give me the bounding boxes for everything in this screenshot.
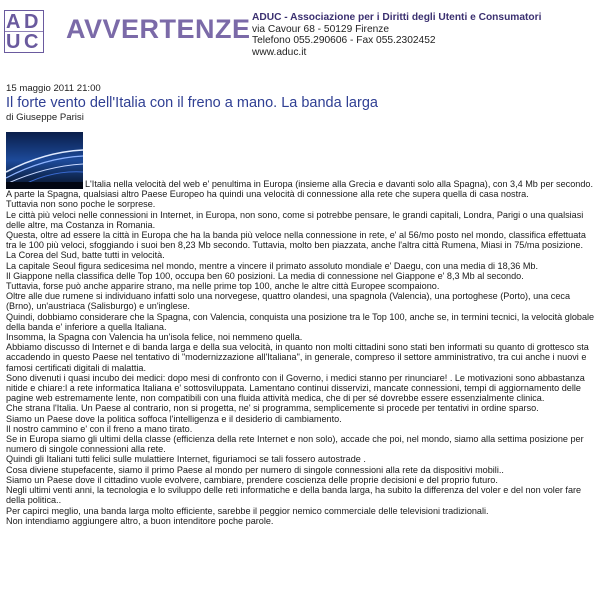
article-paragraph: La Corea del Sud, batte tutti in velocità. (6, 250, 165, 261)
article-paragraph: Insomma, la Spagna con Valencia ha un'isola felice, noi nemmeno quella. (6, 332, 303, 343)
logo-frame-icon (4, 10, 48, 54)
article-paragraph: Quindi gli Italiani tutti felici sulle mulattiere Internet, figuriamoci se tali fossero autostrade . (6, 454, 366, 465)
article-paragraph: L'Italia nella velocità del web e' penultima in Europa (insieme alla Grecia e davanti solo alla Spagna), con 3,4 Mb per secondo. (85, 179, 593, 189)
page-header (0, 0, 600, 72)
article-paragraph: Se in Europa siamo gli ultimi della classe (efficienza della rete Internet e non solo), accade che poi, nel mondo, siamo alla settima posizione per numero di singole connessioni alla rete. (6, 434, 584, 455)
association-name: ADUC - Associazione per i Diritti degli Utenti e Consumatori (252, 12, 542, 23)
logo-letter-u: U (6, 31, 21, 53)
article-paragraph: Oltre alle due rumene si individuano infatti solo una norvegese, quattro olandesi, una spagnola (Valencia), una portoghese (Porto), una ceca (Brno), un'austriaca (Salisburgo) e un'inglese. (6, 291, 570, 312)
logo-letter-d: D (24, 11, 39, 33)
logo-letter-a: A (6, 11, 21, 33)
article-paragraph: Quindi, dobbiamo considerare che la Spagna, con Valencia, conquista una posizione tra le Top 100, anche se, in termini tecnici, la velocità globale della banda e' inferiore a quella Italiana. (6, 311, 595, 332)
article-paragraph: Che strana l'Italia. Un Paese al contrario, non si progetta, ne' si programma, semplicemente si procede per tentativi in ordine sparso. (6, 403, 539, 414)
association-website[interactable]: www.aduc.it (252, 46, 307, 58)
article-date: 15 maggio 2011 21:00 (6, 83, 101, 94)
article-paragraph: Tuttavia non sono poche le sorprese. (6, 199, 156, 210)
article-body (6, 132, 596, 526)
article-paragraph: A parte la Spagna, qualsiasi altro Paese Europeo ha quindi una velocità di connessione alla rete che supera quella di casa nostra. (6, 189, 529, 200)
article-paragraph: Il nostro cammino e' con il freno a mano tirato. (6, 423, 193, 434)
article-paragraph: Il Giappone nella classifica delle Top 100, occupa ben 60 posizioni. La media di connessione nel Giappone e' 8,3 Mb al secondo. (6, 270, 524, 281)
article-title: Il forte vento dell'Italia con il freno a mano. La banda larga (6, 95, 378, 111)
article-paragraph: Le città più veloci nelle connessioni in Internet, in Europa, non sono, come si potrebbe pensare, le grandi capitali, Londra, Parigi o una qualsiasi delle altre, ma Costanza in Romania. (6, 209, 584, 230)
association-phone: Telefono 055.290606 - Fax 055.2302452 (252, 35, 436, 46)
article-paragraph: Per capirci meglio, una banda larga molto efficiente, sarebbe il peggior nemico commerciale delle televisioni tradizionali. (6, 505, 489, 516)
article-author: di Giuseppe Parisi (6, 112, 84, 123)
article-paragraph: Negli ultimi venti anni, la tecnologia e lo sviluppo delle reti informatiche e della banda larga, ha subito la differenza del voler e del non voler fare della politica.. (6, 485, 582, 506)
aduc-logo (4, 10, 64, 54)
article-paragraph: Sono divenuti i quasi incubo dei medici: dopo mesi di confronto con il Governo, i medici stanno per rinunciare! . Le motivazioni sono abbastanza nitide e chiare:l a rete informatica Italiana e' sottosviluppata. Lamentano continui disservizi, mancate connessioni, tempi di aggiornamento delle pagine web estremamente lente, non compatibili con una fluida attività medica, che di per sé dovrebbe essere essenzialmente clinica. (6, 372, 585, 404)
article-paragraph: Questa, oltre ad essere la città in Europa che ha la banda più veloce nella connessione in rete, e' al 56/mo posto nel mondo, classifica effettuata tra le 100 più veloci, sfoggiando i suoi ben 8,23 Mb secondo. Tuttavia, molto ben piazzata, anche l'altra città Rumena, Miasi in 75/ma posizione. (6, 230, 586, 251)
article-paragraph: Tuttavia, forse può anche apparire strano, ma nelle prime top 100, anche le altre città Europee scompaiono. (6, 281, 440, 292)
association-info (252, 12, 541, 58)
article-paragraph: Siamo un Paese dove il cittadino vuole evolvere, cambiare, prendere coscienza delle proprie decisioni e del proprio futuro. (6, 474, 498, 485)
association-address: via Cavour 68 - 50129 Firenze (252, 23, 390, 35)
article-paragraph: Abbiamo discusso di Internet e di banda larga e della sua velocità, in quanto non molti cittadini sono stati ben informati su quanto di grottesco sta accadendo in questo Paese nel tentativo di "modernizzazione all'Italiana", in generale, compreso il settore amministrativo, tra cui anche i nuovi e famosi certificati digitali di malattia. (6, 342, 589, 373)
article-paragraph: Non intendiamo aggiungere altro, a buon intenditore poche parole. (6, 515, 274, 526)
logo-letter-c: C (24, 31, 39, 53)
article-paragraph: Cosa diviene stupefacente, siamo il primo Paese al mondo per numero di singole connessioni alla rete da dispositivi mobili.. (6, 464, 504, 475)
brand-title: AVVERTENZE (66, 14, 251, 44)
article-paragraph: Siamo un Paese dove la politica soffoca l'intelligenza e il desiderio di cambiamento. (6, 413, 342, 424)
article-paragraph: La capitale Seoul figura sedicesima nel mondo, mentre a vincere il primato assoluto mondiale e' Daegu, con una media di 18,36 Mb. (6, 260, 539, 271)
